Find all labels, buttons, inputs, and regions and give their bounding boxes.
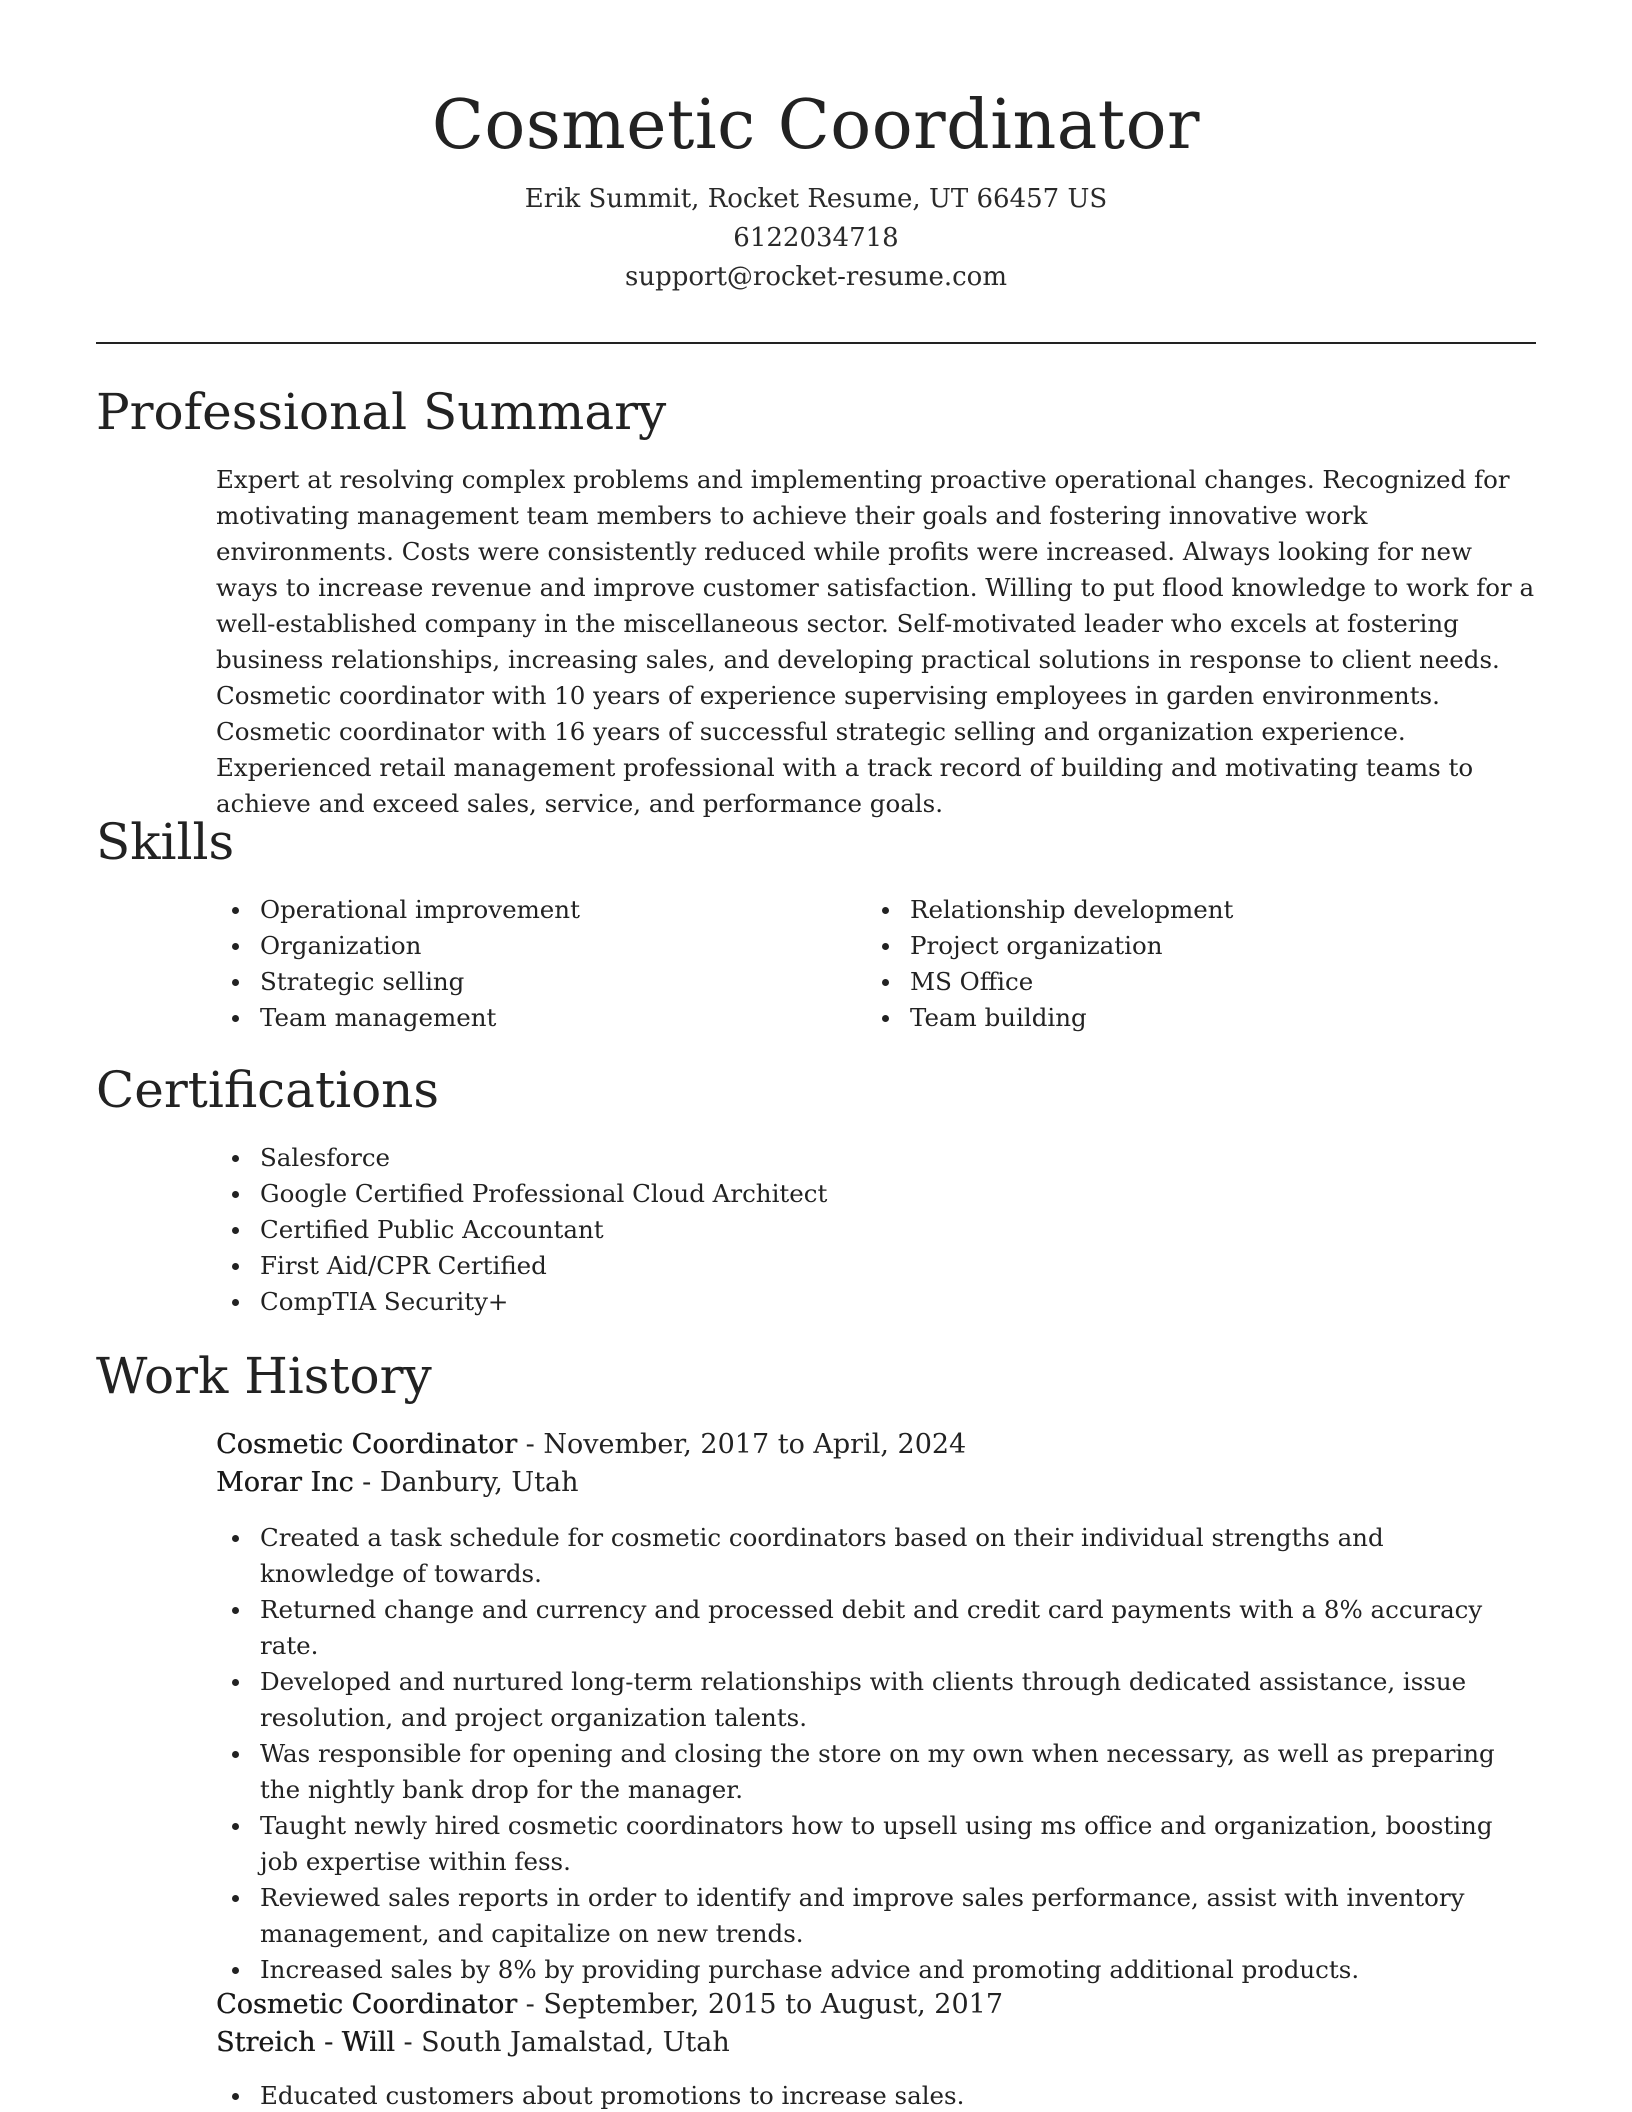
bullet-icon (232, 1299, 239, 1306)
bullet-icon (232, 1535, 239, 1542)
job-bullet-text: Educated customers about promotions to increase sales. (260, 2081, 965, 2110)
list-item (216, 1248, 1536, 1284)
summary-text: Expert at resolving complex problems and implementing proactive operational changes. Recognized for motivating management team members to achieve their goals and fostering innovative work environments. Costs were consistently reduced while profits were increased. Always looking for new ways to increase revenue and improve customer satisfaction. Willing to put flood knowledge to work for a well-established company in the miscellaneous sector. Self-motivated leader who excels at fostering business relationships, increasing sales, and developing practical solutions in response to client needs. Cosmetic coordinator with 10 years of experience supervising employees in garden environments. Cosmetic coordinator with 16 years of successful strategic selling and organization experience. Experienced retail management professional with a track record of building and motivating teams to achieve and exceed sales, service, and performance goals. (216, 465, 1535, 818)
job-location: - Danbury, Utah (353, 1467, 579, 1498)
job-bullet-text: Taught newly hired cosmetic coordinators how to upsell using ms office and organization, boosting job expertise within fess. (260, 1811, 1493, 1876)
job-bullet-text: Reviewed sales reports in order to identify and improve sales performance, assist with inventory management, and capitalize on new trends. (260, 1883, 1465, 1948)
bullet-icon (232, 907, 239, 914)
job-bullet-text: Was responsible for opening and closing the store on my own when necessary, as well as preparing the nightly bank drop for the manager. (260, 1739, 1495, 1804)
certifications-list (216, 1140, 1536, 1320)
skill-label: Operational improvement (260, 895, 580, 924)
bullet-icon (232, 1015, 239, 1022)
list-item (216, 1000, 856, 1036)
contact-block (96, 180, 1536, 297)
list-item (866, 964, 1506, 1000)
list-item (216, 1592, 1516, 1664)
resume-header (96, 80, 1536, 297)
bullet-icon (232, 979, 239, 986)
certification-label: First Aid/CPR Certified (260, 1251, 547, 1280)
skill-label: MS Office (910, 967, 1034, 996)
skill-label: Relationship development (910, 895, 1234, 924)
section-title-work-history: Work History (96, 1347, 432, 1405)
job-company-line (216, 2024, 730, 2062)
list-item (216, 964, 856, 1000)
bullet-icon (232, 943, 239, 950)
job-dates: - September, 2015 to August, 2017 (517, 1989, 1004, 2020)
bullet-icon (882, 979, 889, 986)
resume-name: Cosmetic Coordinator (431, 86, 1201, 165)
list-item (216, 1140, 1536, 1176)
bullet-icon (232, 1227, 239, 1234)
skill-label: Project organization (910, 931, 1163, 960)
list-item (216, 1284, 1536, 1320)
list-item (866, 928, 1506, 964)
bullet-icon (882, 907, 889, 914)
contact-email: support@rocket-resume.com (624, 262, 1007, 292)
job-bullets (216, 2078, 1516, 2112)
list-item (216, 2078, 1516, 2112)
list-item (216, 1520, 1516, 1592)
job-title-line (216, 1426, 966, 1464)
job-bullet-text: Returned change and currency and processed debit and credit card payments with a 8% accuracy rate. (260, 1595, 1483, 1660)
list-item (866, 1000, 1506, 1036)
list-item (216, 1736, 1516, 1808)
certification-label: Salesforce (260, 1143, 391, 1172)
skill-label: Organization (260, 931, 422, 960)
certification-label: Google Certified Professional Cloud Architect (260, 1179, 828, 1208)
bullet-icon (232, 1607, 239, 1614)
job-role: Cosmetic Coordinator (216, 1989, 518, 2020)
bullet-icon (232, 1155, 239, 1162)
job-bullets (216, 1520, 1516, 1988)
job-bullet-text: Increased sales by 8% by providing purchase advice and promoting additional products. (260, 1955, 1360, 1984)
section-title-summary: Professional Summary (96, 383, 667, 441)
bullet-icon (882, 1015, 889, 1022)
skill-label: Team building (910, 1003, 1087, 1032)
bullet-icon (232, 1967, 239, 1974)
job-company: Morar Inc (216, 1467, 354, 1498)
skills-list-right (866, 892, 1506, 1036)
bullet-icon (232, 1751, 239, 1758)
bullet-icon (232, 1823, 239, 1830)
skill-label: Strategic selling (260, 967, 465, 996)
bullet-icon (232, 1191, 239, 1198)
contact-phone: 6122034718 (733, 223, 899, 253)
section-title-certifications: Certifications (96, 1061, 440, 1119)
job-title-line (216, 1986, 1003, 2024)
job-location: - South Jamalstad, Utah (394, 2027, 730, 2058)
contact-address: Erik Summit, Rocket Resume, UT 66457 US (524, 184, 1108, 214)
list-item (216, 1212, 1536, 1248)
job-company-line (216, 1464, 579, 1502)
skills-list-left (216, 892, 856, 1036)
list-item (216, 892, 856, 928)
job-bullet-text: Developed and nurtured long-term relationships with clients through dedicated assistance, issue resolution, and project organization talents. (260, 1667, 1467, 1732)
job-company: Streich - Will (216, 2027, 395, 2058)
bullet-icon (882, 943, 889, 950)
bullet-icon (232, 2093, 239, 2100)
list-item (216, 1952, 1516, 1988)
list-item (216, 1664, 1516, 1736)
certification-label: CompTIA Security+ (260, 1287, 509, 1316)
bullet-icon (232, 1263, 239, 1270)
skill-label: Team management (260, 1003, 497, 1032)
section-title-skills: Skills (96, 813, 235, 871)
job-dates: - November, 2017 to April, 2024 (517, 1429, 967, 1460)
list-item (216, 1808, 1516, 1880)
bullet-icon (232, 1895, 239, 1902)
list-item (866, 892, 1506, 928)
job-bullet-text: Created a task schedule for cosmetic coordinators based on their individual strengths and knowledge of towards. (260, 1523, 1384, 1588)
certification-label: Certified Public Accountant (260, 1215, 604, 1244)
list-item (216, 1880, 1516, 1952)
list-item (216, 928, 856, 964)
header-divider (96, 342, 1536, 344)
bullet-icon (232, 1679, 239, 1686)
list-item (216, 1176, 1536, 1212)
job-role: Cosmetic Coordinator (216, 1429, 518, 1460)
